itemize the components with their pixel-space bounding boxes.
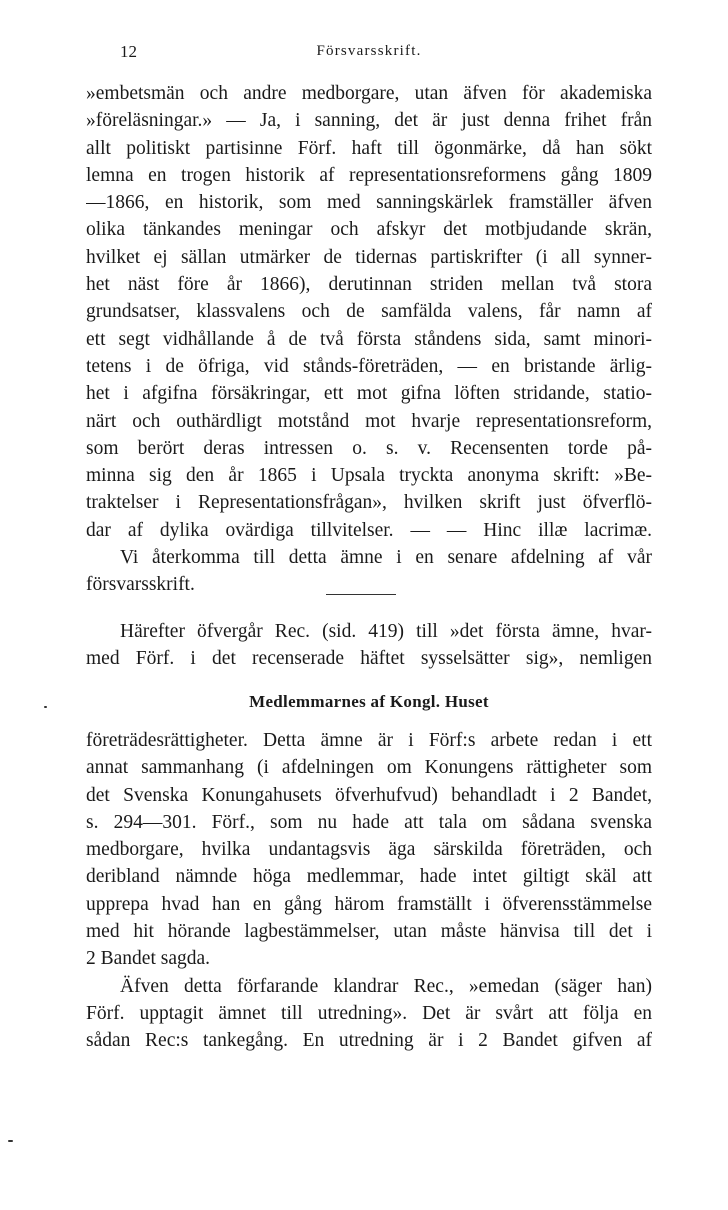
text-line: olika tänkandes meningar och afskyr det motbjudande skrän, [86,219,652,241]
section-divider [326,594,396,595]
text-line: het näst före år 1866), derutinnan striden mellan två stora [86,274,652,296]
text-line: —1866, en historik, som med sanningskärlek framställer äfven [86,192,652,214]
text-line: med Förf. i det recenserade häftet sysselsätter sig», nemligen [86,648,652,670]
text-line: som berört deras intressen o. s. v. Recensenten torde på- [86,437,652,459]
text-line: »embetsmän och andre medborgare, utan äfven för akademiska [86,83,652,104]
page-header [86,42,652,62]
text-line: det Svenska Konungahusets öfverhufvud) behandladt i 2 Bandet, [86,784,652,806]
print-speck [8,1140,13,1142]
text-line: annat sammanhang (i afdelningen om Konungens rättigheter som [86,757,652,779]
text-line: »föreläsningar.» — Ja, i sanning, det är just denna frihet från [86,110,652,132]
text-line: Äfven detta förfarande klandrar Rec., »emedan (säger han) [120,975,652,997]
running-head: Försvarsskrift. [316,43,422,59]
text-line: lemna en trogen historik af representationsreformens gång 1809 [86,164,652,186]
print-speck [44,706,47,708]
text-line: s. 294—301. Förf., som nu hade att tala om sådana svenska [86,811,652,833]
text-line: minna sig den år 1865 i Upsala tryckta anonyma skrift: »Be- [86,465,652,487]
text-line: het i afgifna försäkringar, ett mot gifna löften stridande, statio- [86,383,652,405]
text-line: företrädesrättigheter. Detta ämne är i Förf:s arbete redan i ett [86,730,652,751]
text-line: hvilket ej sällan utmärker de tidernas partiskrifter (i all synner- [86,246,652,268]
text-line: sådan Rec:s tankegång. En utredning är i 2 Bandet gifven af [86,1030,652,1052]
text-line: upprepa hvad han en gång härom framställt i öfverensstämmelse [86,893,652,915]
text-line: traktelser i Representationsfrågan», hvilken skrift just öfverflö- [86,492,652,514]
page-number: 12 [120,42,137,61]
text-line: Härefter öfvergår Rec. (sid. 419) till »det första ämne, hvar- [120,621,652,642]
text-line: närt och outhärdligt motstånd mot hvarje representationsreform, [86,410,652,432]
text-line: medborgare, hvilka undantagsvis äga särskilda företräden, och [86,839,652,861]
text-line: Förf. upptagit ämnet till utredning». Det är svårt att följa en [86,1002,652,1024]
section-subheading: Medlemmarnes af Kongl. Huset [249,692,489,711]
text-line: dar af dylika ovärdiga tillvitelser. — — Hinc illæ lacrimæ. [86,519,652,541]
text-line: deribland nämnde höga medlemmar, hade intet giltigt skäl att [86,866,652,888]
text-line: grundsatser, klassvalens och de samfälda valens, får namn af [86,301,652,323]
body-text-section-2 [86,618,652,673]
text-line: försvarsskrift. [86,574,195,596]
text-line: allt politiskt partisinne Förf. haft till ögonmärke, då han sökt [86,137,652,159]
text-line: tetens i de öfriga, vid stånds-företräden, — en bristande ärlig- [86,355,652,377]
text-line: Vi återkomma till detta ämne i en senare afdelning af vår [120,547,652,569]
body-text-section-3 [86,727,652,1055]
body-text-section-1 [86,80,652,599]
text-line: 2 Bandet sagda. [86,948,211,970]
text-line: ett segt vidhållande å de två första ståndens sida, samt minori- [86,328,652,350]
text-line: med hit hörande lagbestämmelser, utan måste hänvisa till det i [86,921,652,943]
